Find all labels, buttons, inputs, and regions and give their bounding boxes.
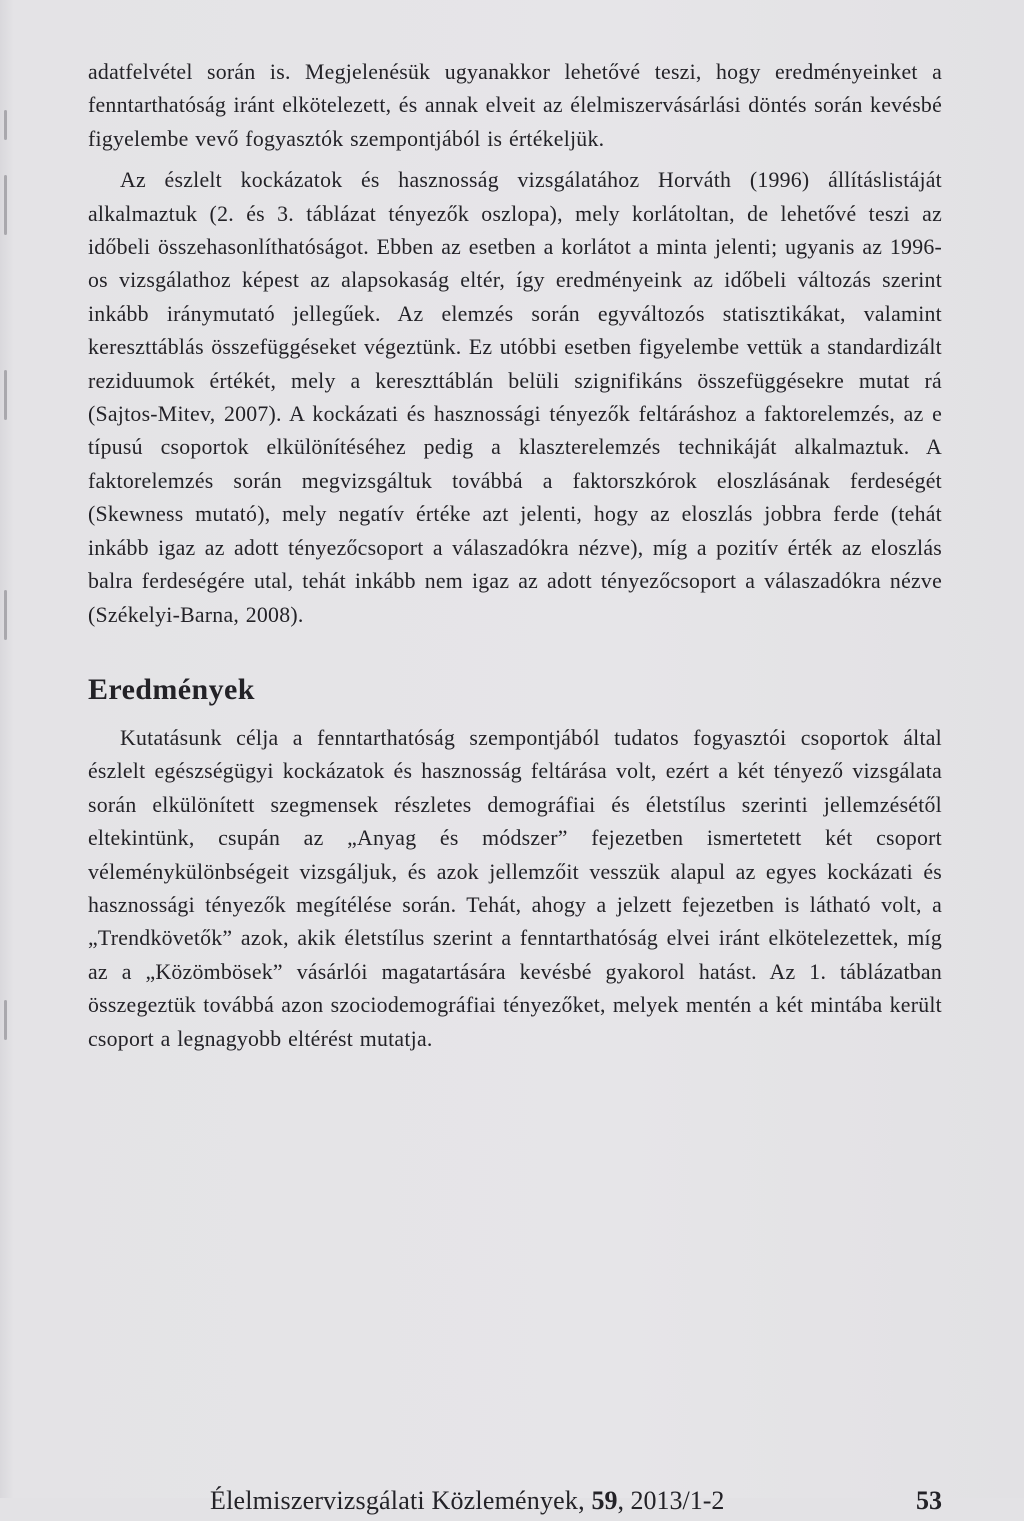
section-heading-results: Eredmények <box>88 672 255 706</box>
text-body <box>88 56 942 1056</box>
footer-volume: 59 <box>591 1486 618 1515</box>
binding-shadow <box>4 175 7 235</box>
page-footer <box>210 1481 942 1521</box>
page-number: 53 <box>916 1486 942 1515</box>
footer-issue: , 2013/1-2 <box>617 1486 725 1515</box>
footer-journal-title: Élelmiszervizsgálati Közlemények, <box>210 1486 592 1515</box>
paragraph-results: Kutatásunk célja a fenntarthatóság szempontjából tudatos fogyasztói csoportok által észlelt egészségügyi kockázatok és hasznosság feltárása volt, ezért a két tényező vizsgálata során elkülönített szegmensek részletes demográfiai és életstílus szerinti jellemzésétől eltekintünk, csupán az „Anyag és módszer” fejezetben ismertetett két csoport véleménykülönbségeit vizsgáljuk, és azok jellemzőit vesszük alapul az egyes kockázati és hasznossági tényezők megítélése során. Tehát, ahogy a jelzett fejezetben is látható volt, a „Trendkövetők” azok, akik életstílus szerint a fenntarthatóság elvei iránt elkötelezettek, míg az a „Közömbösek” vásárlói magatartására kevésbé gyakorol hatást. Az 1. táblázatban összegeztük továbbá azon szociodemográfiai tényezőket, melyek mentén a két mintába került csoport a legnagyobb eltérést mutatja. <box>88 725 942 1051</box>
binding-shadow <box>4 370 7 420</box>
binding-shadow <box>4 590 7 640</box>
paragraph-methods: Az észlelt kockázatok és hasznosság vizsgálatához Horváth (1996) állításlistáját alkalmaztuk (2. és 3. táblázat tényezők oszlopa), mely korlátoltan, de lehetővé teszi az időbeli összehasonlíthatóságot. Ebben az esetben a korlátot a minta jelenti; ugyanis az 1996-os vizsgálathoz képest az alapsokaság eltér, így eredményeink az időbeli változás szerint inkább iránymutató jellegűek. Az elemzés során egyváltozós statisztikákat, valamint kereszttáblás összefüggéseket végeztünk. Ez utóbbi esetben figyelembe vettük a standardizált reziduumok értékét, mely a kereszttáblán belüli szignifikáns összefüggésekre mutat rá (Sajtos-Mitev, 2007). A kockázati és hasznossági tényezők feltáráshoz a faktorelemzés, az e típusú csoportok elkülönítéséhez pedig a klaszterelemzés technikáját alkalmaztuk. A faktorelemzés során megvizsgáltuk továbbá a faktorszkórok eloszlásának ferdeségét (Skewness mutató), mely negatív értéke azt jelenti, hogy az eloszlás jobbra ferde (tehát inkább igaz az adott tényezőcsoport a válaszadókra nézve), míg a pozitív érték az eloszlás balra ferdeségére utal, tehát inkább nem igaz az adott tényezőcsoport a válaszadókra nézve (Székelyi-Barna, 2008). <box>88 168 942 627</box>
paragraph-continuation: adatfelvétel során is. Megjelenésük ugyanakkor lehetővé teszi, hogy eredményeinket a fenntarthatóság iránt elkötelezett, és annak elveit az élelmiszervásárlási döntés során kevésbé figyelembe vevő fogyasztók szempontjából is értékeljük. <box>88 60 942 151</box>
binding-shadow <box>4 110 7 140</box>
binding-shadow <box>4 1000 7 1040</box>
